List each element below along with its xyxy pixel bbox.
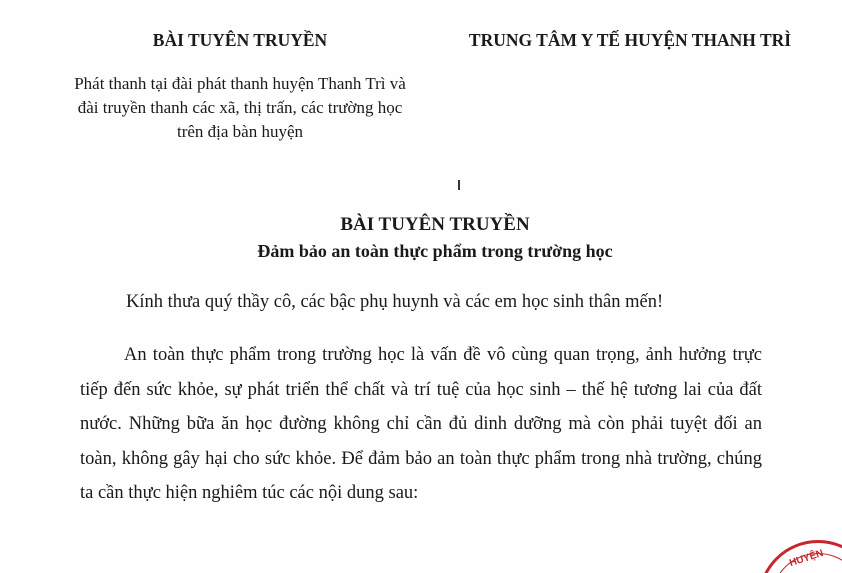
- header-left-title: BÀI TUYÊN TRUYỀN: [152, 30, 328, 50]
- header-left-subtitle: [30, 72, 450, 144]
- header-left-subtitle-line: Phát thanh tại đài phát thanh huyện Thanh Trì và: [74, 74, 406, 93]
- official-seal: [758, 540, 842, 573]
- header-right-title: TRUNG TÂM Y TẾ HUYỆN THANH TRÌ: [468, 30, 792, 50]
- official-seal-text: HUYỆN: [788, 547, 825, 570]
- header-right: [440, 30, 820, 72]
- body-paragraph: An toàn thực phẩm trong trường học là vấn đề vô cùng quan trọng, ảnh hưởng trực tiếp đến sức khỏe, sự phát triển thể chất và trí tuệ của học sinh – thế hệ tương lai của đất nước. Những bữa ăn học đường không chỉ cần đủ dinh dưỡng mà còn phải tuyệt đối an toàn, không gây hại cho sức khỏe. Để đảm bảo an toàn thực phẩm trong nhà trường, chúng ta cần thực hiện nghiêm túc các nội dung sau:: [80, 345, 762, 503]
- document-subtitle: Đảm bảo an toàn thực phẩm trong trường học: [257, 241, 613, 261]
- scan-mark: [458, 180, 460, 190]
- header-left: [30, 30, 450, 144]
- header-left-subtitle-line: đài truyền thanh các xã, thị trấn, các trường học: [77, 98, 403, 117]
- greeting-line: Kính thưa quý thầy cô, các bậc phụ huynh và các em học sinh thân mến!: [126, 292, 664, 312]
- document-title: BÀI TUYÊN TRUYỀN: [340, 214, 530, 235]
- header-left-subtitle-line: trên địa bàn huyện: [176, 122, 304, 141]
- document-title-block: [14, 212, 842, 264]
